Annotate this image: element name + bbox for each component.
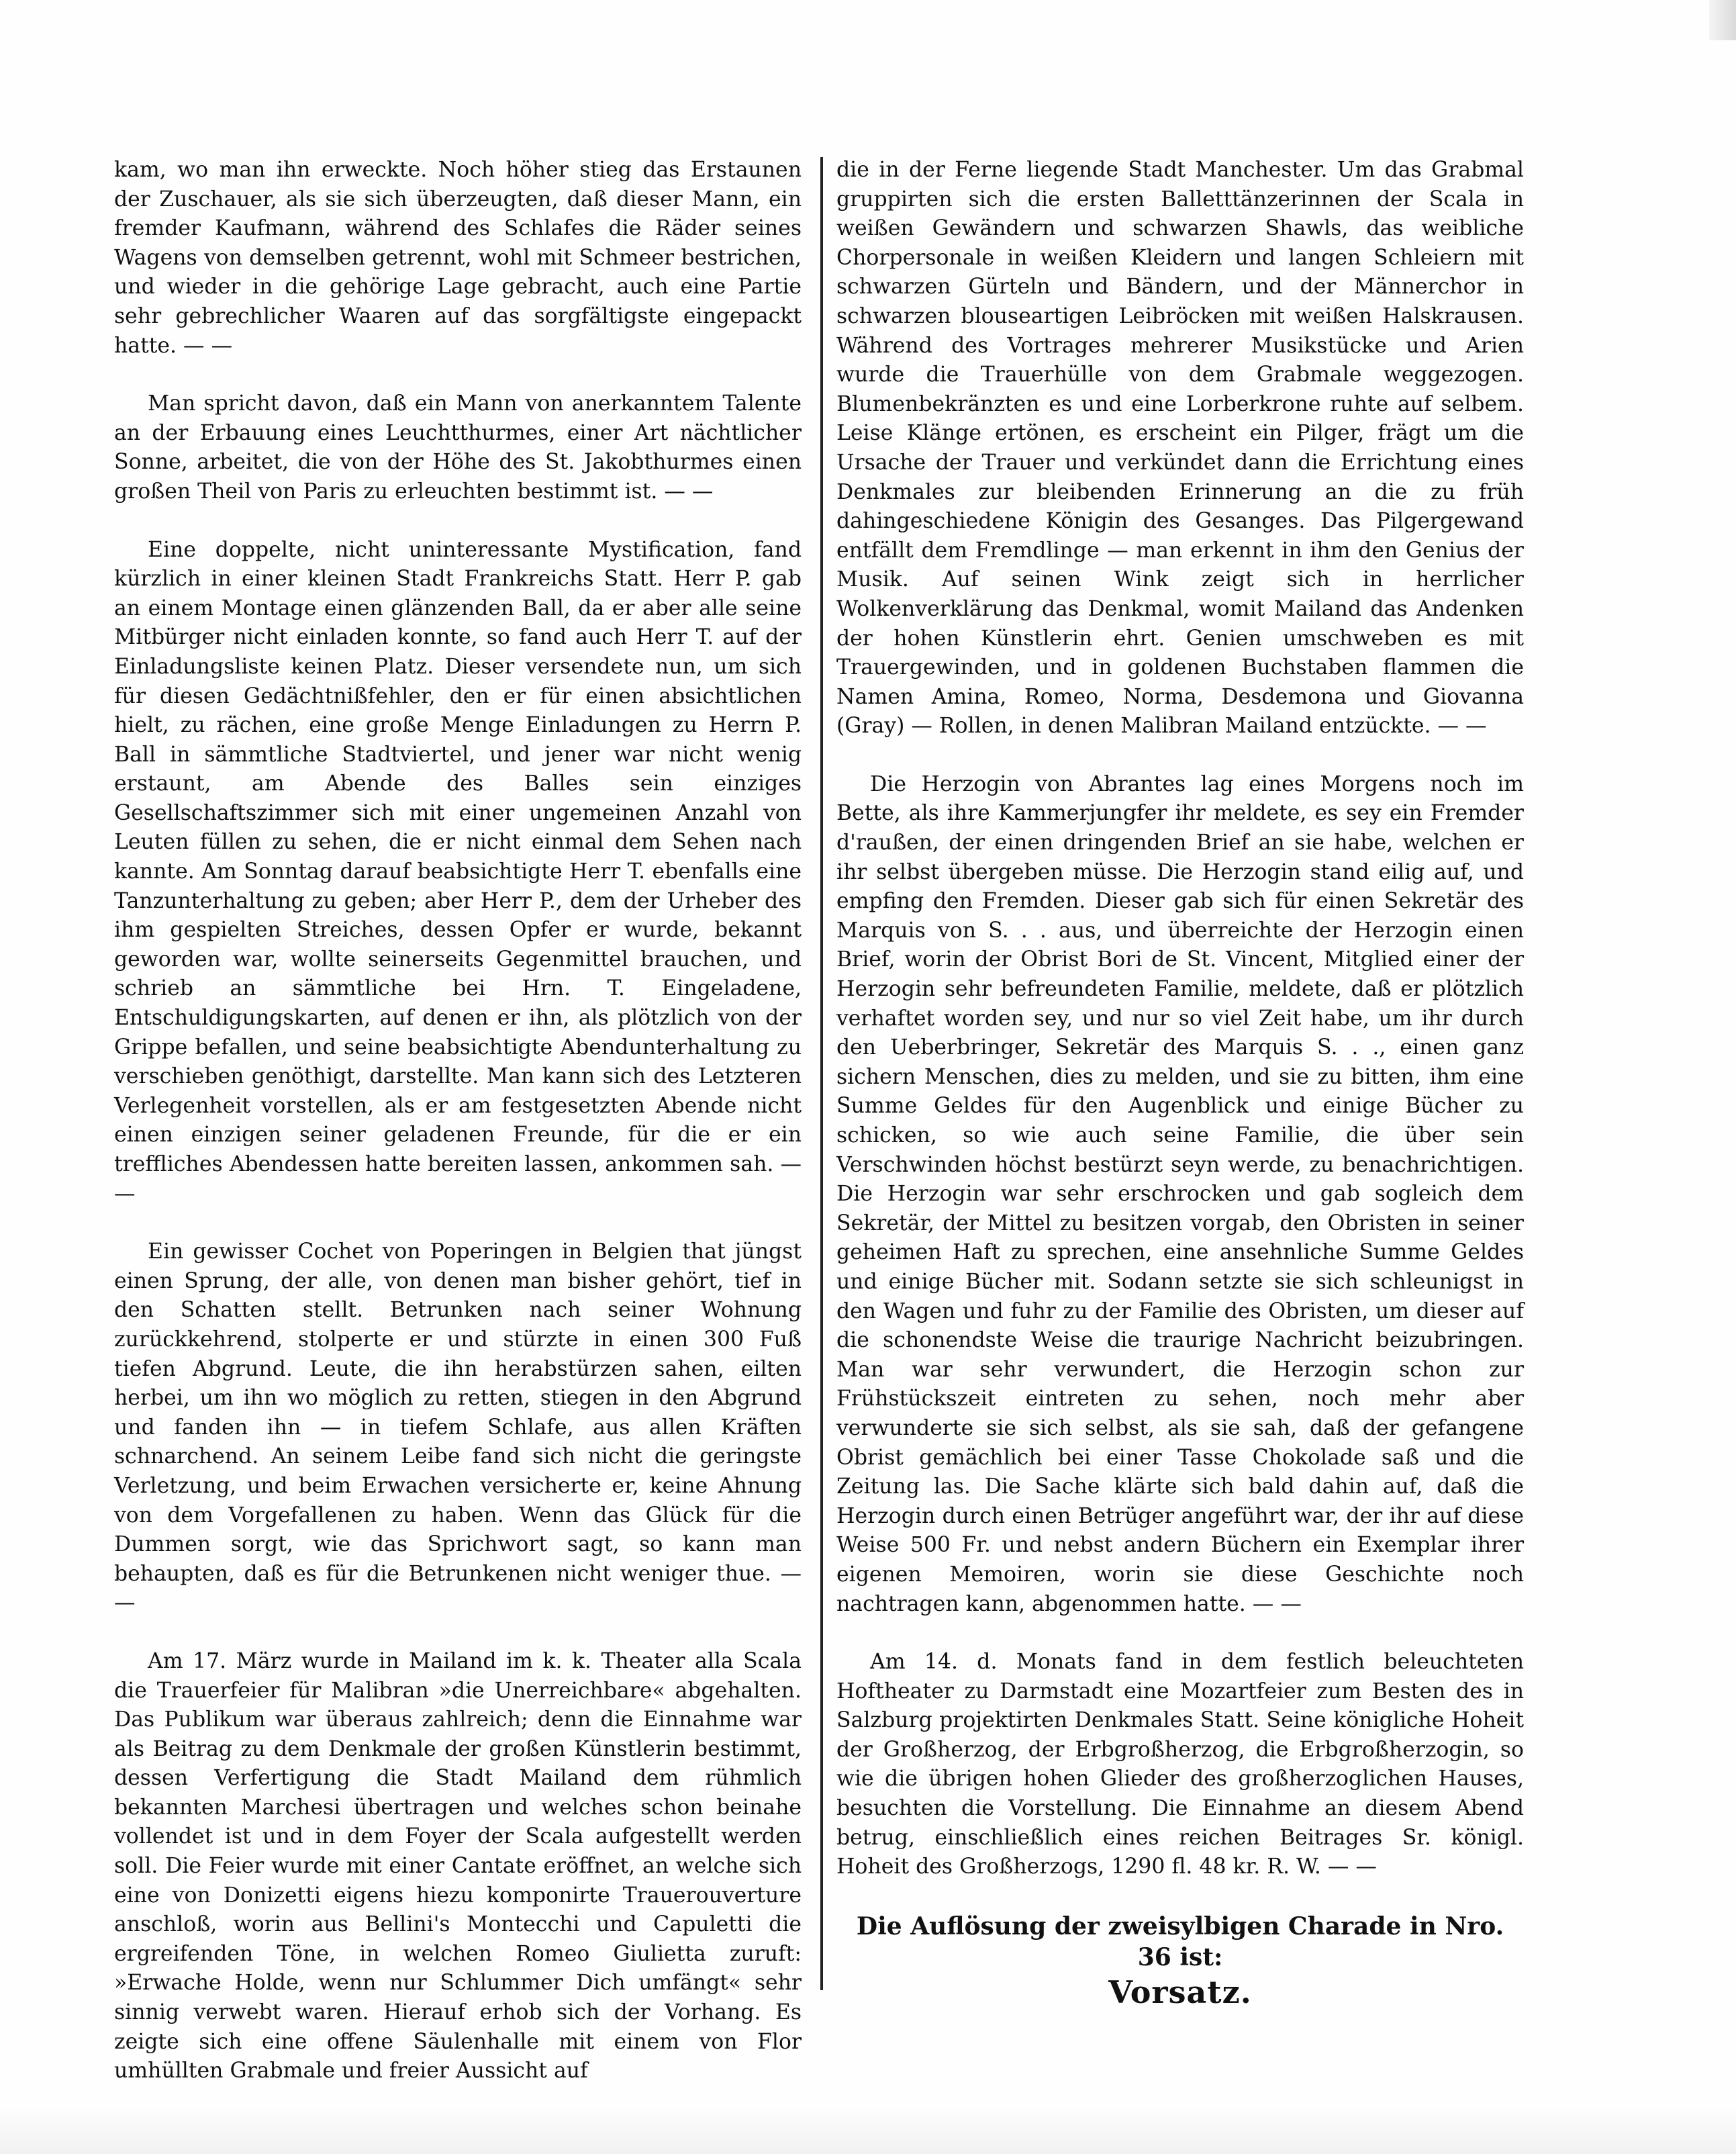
charade-answer: Vorsatz. — [1108, 1973, 1252, 2010]
article-paragraph: die in der Ferne liegende Stadt Manchester. Um das Grabmal gruppirten sich die ersten Balletttänzerinnen der Scala in weißen Gewändern und schwarzen Shawls, das weibliche Chorpersonale in weißen Kleidern und langen Schleiern mit schwarzen Gürteln und Bändern, und der Männerchor in schwarzen blouseartigen Leibröcken mit weißen Halskrausen. Während des Vortrages mehrerer Musikstücke und Arien wurde die Trauerhülle von dem Grabmale weggezogen. Blumenbekränzten es und eine Lorberkrone ruhte auf selbem. Leise Klänge ertönen, es erscheint ein Pilger, frägt um die Ursache der Trauer und verkündet dann die Errichtung eines Denkmales zur bleibenden Erinnerung an die zu früh dahingeschiedene Königin des Gesanges. Das Pilgergewand entfällt dem Fremdlinge — man erkennt in ihm den Genius der Musik. Auf seinen Wink zeigt sich in herrlicher Wolkenverklärung das Denkmal, womit Mailand das Andenken der hohen Künstlerin ehrt. Genien umschweben es mit Trauergewinden, und in goldenen Buchstaben flammen die Namen Amina, Romeo, Norma, Desdemona und Giovanna (Gray) — Rollen, in denen Malibran Mailand entzückte. — — — [836, 158, 1524, 739]
article-paragraph: Am 17. März wurde in Mailand im k. k. Theater alla Scala die Trauerfeier für Malibran »die Unerreichbare« abgehalten. Das Publikum war überaus zahlreich; denn die Einnahme war als Beitrag zu dem Denkmale der großen Künstlerin bestimmt, dessen Verfertigung die Stadt Mailand dem rühmlich bekannten Marchesi übertragen und welches schon beinahe vollendet ist und in dem Foyer der Scala aufgestellt werden soll. Die Feier wurde mit einer Cantate eröffnet, an welche sich eine von Donizetti eigens hiezu komponirte Trauerouverture anschloß, worin aus Bellini's Montecchi und Capuletti die ergreifenden Töne, in welchen Romeo Giulietta zuruft: »Erwache Holde, wenn nur Schlummer Dich umfängt« sehr sinnig verwebt waren. Hierauf erhob sich der Vorhang. Es zeigte sich eine offene Säulenhalle mit einem von Flor umhüllten Grabmale und freier Aussicht auf — [114, 1648, 802, 2083]
right-column — [836, 156, 1524, 2008]
article-paragraph: Die Herzogin von Abrantes lag eines Morgens noch im Bette, als ihre Kammerjungfer ihr meldete, es sey ein Fremder d'raußen, der einen dringenden Brief an sie habe, welchen er ihr selbst übergeben müsse. Die Herzogin stand eilig auf, und empfing den Fremden. Dieser gab sich für einen Sekretär des Marquis von S. . . aus, und überreichte der Herzogin einen Brief, worin der Obrist Bori de St. Vincent, Mitglied einer der Herzogin sehr befreundeten Familie, meldete, daß er plötzlich verhaftet worden sey, und nur so viel Zeit habe, um ihr durch den Ueberbringer, Sekretär des Marquis S. . ., einen ganz sichern Menschen, dies zu melden, und sie zu bitten, ihm eine Summe Geldes für den Augenblick und einige Bücher zu schicken, so wie auch seine Familie, die über sein Verschwinden höchst bestürzt seyn werde, zu benachrichtigen. Die Herzogin war sehr erschrocken und gab sogleich dem Sekretär, der Mittel zu besitzen vorgab, den Obristen in seiner geheimen Haft zu sprechen, eine ansehnliche Summe Geldes und einige Bücher mit. Sodann setzte sie sich schleunigst in den Wagen und fuhr zu der Familie des Obristen, um dieser auf die schonendste Weise die traurige Nachricht beizubringen. Man war sehr verwundert, die Herzogin schon zur Frühstückszeit eintreten zu sehen, noch mehr aber verwunderte sie sich selbst, als sie sah, daß der gefangene Obrist gemächlich bei einer Tasse Chokolade saß und die Zeitung las. Die Sache klärte sich bald dahin auf, daß die Herzogin durch einen Betrüger angeführt war, der ihr auf diese Weise 500 Fr. und nebst andern Büchern ein Exemplar ihrer eigenen Memoiren, worin sie diese Geschichte noch nachtragen kann, abgenommen hatte. — — — [836, 771, 1524, 1616]
scan-edge-bottom — [0, 2107, 1736, 2154]
article-paragraph: Ein gewisser Cochet von Poperingen in Belgien that jüngst einen Sprung, der alle, von denen man bisher gehört, tief in den Schatten stellt. Betrunken nach seiner Wohnung zurückkehrend, stolperte er und stürzte in einen 300 Fuß tiefen Abgrund. Leute, die ihn herabstürzen sahen, eilten herbei, um ihn wo möglich zu retten, stiegen in den Abgrund und fanden ihn — in tiefem Schlafe, aus allen Kräften schnarchend. An seinem Leibe fand sich nicht die geringste Verletzung, und beim Erwachen versicherte er, keine Ahnung von dem Vorgefallenen zu haben. Wenn das Glück für die Dummen sorgt, wie das Sprichwort sagt, so kann man behaupten, daß es für die Betrunkenen nicht weniger thue. — — — [114, 1239, 802, 1615]
charade-solution — [836, 1911, 1524, 2008]
scan-edge-top-right — [1709, 0, 1736, 40]
charade-solution-line: Die Auflösung der zweisylbigen Charade in Nro. 36 ist: — [856, 1912, 1504, 1971]
article-paragraph: Man spricht davon, daß ein Mann von anerkanntem Talente an der Erbauung eines Leuchtthurmes, einer Art nächtlicher Sonne, arbeitet, die von der Höhe des St. Jakobthurmes einen großen Theil von Paris zu erleuchten bestimmt ist. — — — [114, 391, 802, 504]
article-paragraph: Am 14. d. Monats fand in dem festlich beleuchteten Hoftheater zu Darmstadt eine Mozartfeier zum Besten des in Salzburg projektirten Denkmales Statt. Seine königliche Hoheit der Großherzog, der Erbgroßherzog, die Erbgroßherzogin, so wie die übrigen hohen Glieder des großherzoglichen Hauses, besuchten die Vorstellung. Die Einnahme an diesem Abend betrug, einschließlich eines reichen Beitrages Sr. königl. Hoheit des Großherzogs, 1290 fl. 48 kr. R. W. — — — [836, 1650, 1524, 1879]
article-paragraph: kam, wo man ihn erweckte. Noch höher stieg das Erstaunen der Zuschauer, als sie sich überzeugten, daß dieser Mann, ein fremder Kaufmann, während des Schlafes die Räder seines Wagens von demselben getrennt, wohl mit Schmeer bestrichen, und wieder in die gehörige Lage gebracht, auch eine Partie sehr gebrechlicher Waaren auf das sorgfältigste eingepackt hatte. — — — [114, 158, 802, 358]
article-paragraph: Eine doppelte, nicht uninteressante Mystification, fand kürzlich in einer kleinen Stadt Frankreichs Statt. Herr P. gab an einem Montage einen glänzenden Ball, da er aber alle seine Mitbürger nicht einladen konnte, so fand auch Herr T. auf der Einladungsliste keinen Platz. Dieser versendete nun, um sich für diesen Gedächtnißfehler, den er für einen absichtlichen hielt, zu rächen, eine große Menge Einladungen zu Herrn P. Ball in sämmtliche Stadtviertel, und jener war nicht wenig erstaunt, am Abende des Balles sein einziges Gesellschaftszimmer sich mit einer ungemeinen Anzahl von Leuten füllen zu sehen, die er nicht einmal dem Sehen nach kannte. Am Sonntag darauf beabsichtigte Herr T. ebenfalls eine Tanzunterhaltung zu geben; aber Herr P., dem der Urheber des ihm gespielten Streiches, dessen Opfer er wurde, bekannt geworden war, wollte seinerseits Gegenmittel brauchen, und schrieb an sämmtliche bei Hrn. T. Eingeladene, Entschuldigungskarten, auf denen er ihn, als plötzlich von der Grippe befallen, und seine beabsichtigte Abendunterhaltung zu verschieben genöthigt, darstellte. Man kann sich des Letzteren Verlegenheit vorstellen, als er am festgesetzten Abende nicht einen einzigen seiner geladenen Freunde, für die er ein treffliches Abendessen hatte bereiten lassen, ankommen sah. — — — [114, 537, 802, 1206]
column-divider — [820, 157, 823, 1990]
left-column — [114, 156, 802, 2115]
